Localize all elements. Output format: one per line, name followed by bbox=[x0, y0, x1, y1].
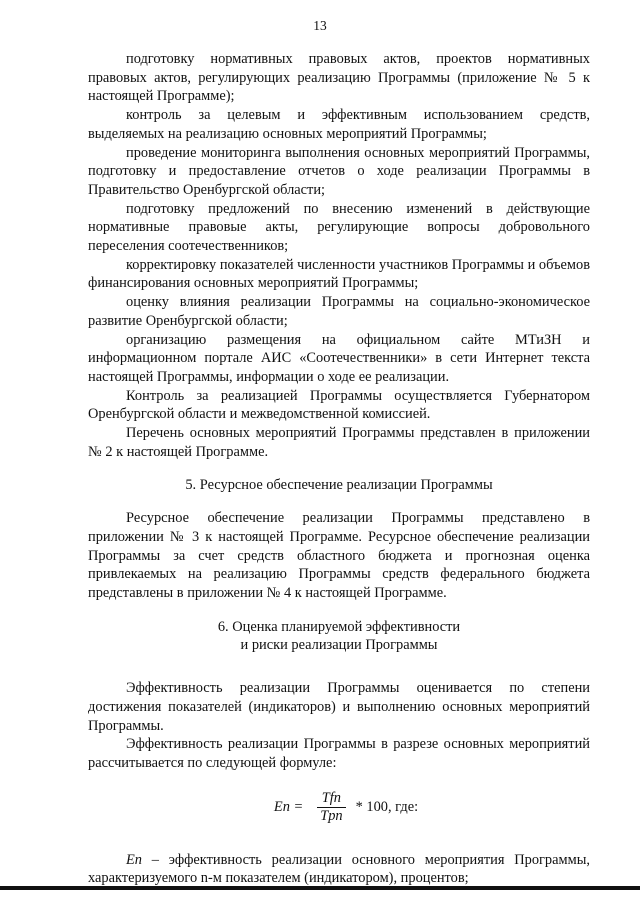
paragraph: подготовку предложений по внесению изменений в действующие нормативные правовые акты, регулирующие вопросы добровольного переселения соотечественников; bbox=[88, 200, 590, 255]
formula-lhs: En = bbox=[273, 799, 304, 816]
definition-variable: En bbox=[126, 851, 142, 868]
formula-rhs: * 100, где: bbox=[355, 799, 419, 816]
paragraph: Контроль за реализацией Программы осуществляется Губернатором Оренбургской области и межведомственной комиссией. bbox=[88, 387, 590, 423]
section-heading-6 bbox=[88, 618, 590, 655]
paragraph: корректировку показателей численности участников Программы и объемов финансирования основных мероприятий Программы; bbox=[88, 256, 590, 292]
formula-denominator: Tpn bbox=[320, 808, 343, 825]
section-5-text: Ресурсное обеспечение реализации Программы представлено в приложении № 3 к настоящей Программе. Ресурсное обеспечение реализации Программы за счет средств областного бюджета и прогнозная оценка привлекаемых на реализацию Программы средств федерального бюджета представлены в приложении № 4 к настоящей Программе. bbox=[88, 510, 590, 601]
section-heading-6-line2: и риски реализации Программы bbox=[240, 637, 438, 654]
page-number: 13 bbox=[313, 18, 327, 33]
efficiency-formula bbox=[102, 789, 590, 827]
paragraph: Перечень основных мероприятий Программы представлен в приложении № 2 к настоящей Программе. bbox=[88, 425, 590, 460]
paragraph: проведение мониторинга выполнения основных мероприятий Программы, подготовку и предоставление отчетов о ходе реализации Программы в Правительство Оренбургской области; bbox=[88, 144, 590, 198]
paragraph: подготовку нормативных правовых актов, проектов нормативных правовых актов, регулирующих реализацию Программы (приложение № 5 к настоящей Программе); bbox=[88, 51, 590, 105]
section-heading-6-line1: 6. Оценка планируемой эффективности bbox=[217, 618, 461, 635]
formula-numerator: Tfn bbox=[321, 790, 341, 807]
section-6-text-1: Эффективность реализации Программы оценивается по степени достижения показателей (индикаторов) и выполнению основных мероприятий Программы. bbox=[88, 680, 590, 734]
section-6-text-2: Эффективность реализации Программы в разрезе основных мероприятий рассчитывается по следующей формуле: bbox=[88, 736, 590, 771]
paragraph: организацию размещения на официальном сайте МТиЗН и информационном портале АИС «Соотечественники» в сети Интернет текста настоящей Программы, информации о ходе ее реализации. bbox=[88, 331, 590, 385]
section-heading-5: 5. Ресурсное обеспечение реализации Программы bbox=[185, 477, 493, 494]
paragraph: контроль за целевым и эффективным использованием средств, выделяемых на реализацию основных мероприятий Программы; bbox=[88, 107, 590, 142]
bottom-scan-border bbox=[0, 886, 640, 890]
paragraph: оценку влияния реализации Программы на социально-экономическое развитие Оренбургской области; bbox=[88, 294, 590, 329]
document-body bbox=[88, 50, 590, 888]
definition-text: – эффективность реализации основного мероприятия Программы, характеризуемого n-м показателем (индикатором), процентов; bbox=[88, 851, 590, 887]
formula-definition bbox=[88, 851, 590, 888]
formula-fraction bbox=[317, 790, 345, 825]
